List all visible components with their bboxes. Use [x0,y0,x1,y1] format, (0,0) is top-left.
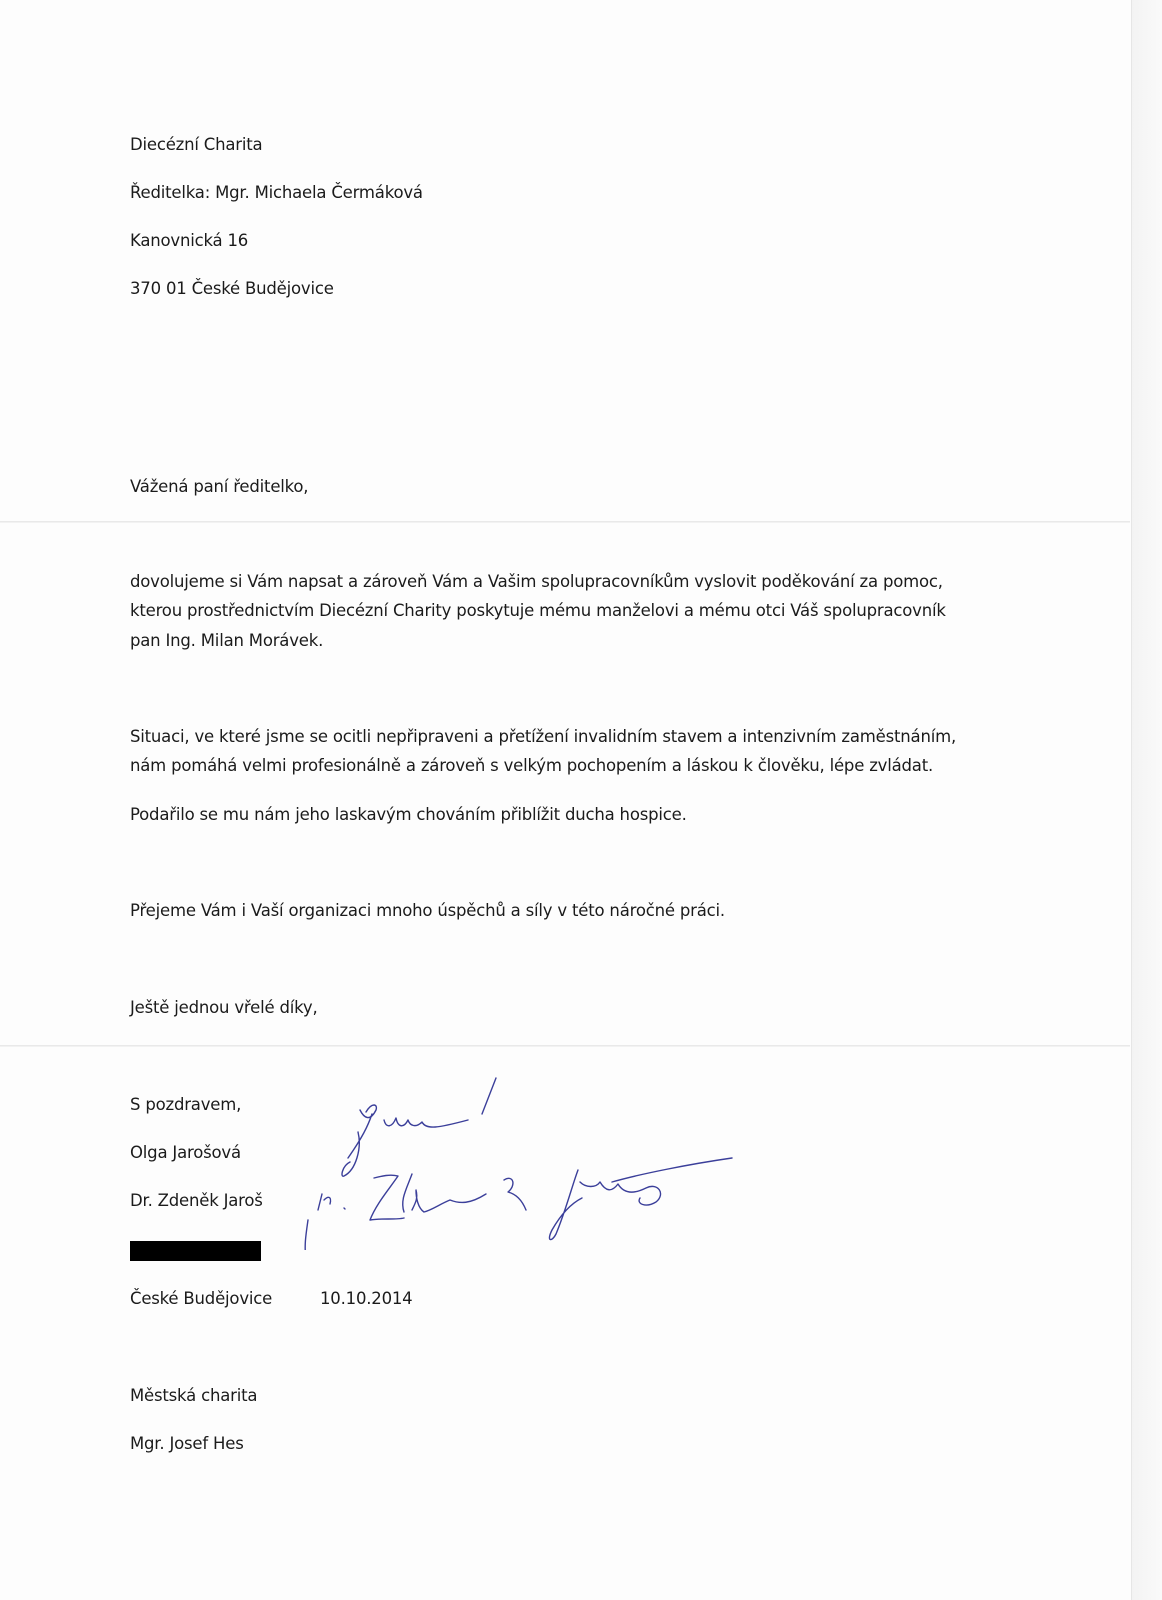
body-paragraph: Ještě jednou vřelé díky, [130,998,318,1017]
recipient-city: 370 01 České Budějovice [130,279,334,298]
body-paragraph: Přejeme Vám i Vaší organizaci mnoho úspěchů a síly v této náročné práci. [130,901,725,920]
recipient-org: Diecézní Charita [130,135,263,154]
body-line: pan Ing. Milan Morávek. [130,631,324,650]
body-line: dovolujeme si Vám napsat a zároveň Vám a Vašim spolupracovníkům vyslovit poděkování za pomoc, [130,572,943,591]
place: České Budějovice [130,1289,273,1308]
date: 10.10.2014 [320,1289,413,1308]
cc-name: Mgr. Josef Hes [130,1434,244,1453]
handwritten-signature [300,1070,750,1250]
recipient-director: Ředitelka: Mgr. Michaela Čermáková [130,183,423,202]
body-line: kterou prostřednictvím Diecézní Charity poskytuje mému manželovi a mému otci Váš spolupracovník [130,601,946,620]
paper-fold [0,1045,1130,1047]
cc-org: Městská charita [130,1386,258,1405]
recipient-street: Kanovnická 16 [130,231,249,250]
body-line: nám pomáhá velmi profesionálně a zároveň s velkým pochopením a láskou k člověku, lépe zvládat. [130,756,934,775]
body-paragraph: Podařilo se mu nám jeho laskavým chováním přiblížit ducha hospice. [130,805,687,824]
signer-name: Dr. Zdeněk Jaroš [130,1191,263,1210]
redaction-bar [130,1241,261,1261]
body-line: Situaci, ve které jsme se ocitli nepřipraveni a přetížení invalidním stavem a intenzivním zaměstnáním, [130,727,957,746]
paper-edge [1131,0,1162,1600]
paper-fold [0,521,1130,523]
signer-name: Olga Jarošová [130,1143,241,1162]
closing-greeting: S pozdravem, [130,1095,242,1114]
salutation: Vážená paní ředitelko, [130,477,309,496]
